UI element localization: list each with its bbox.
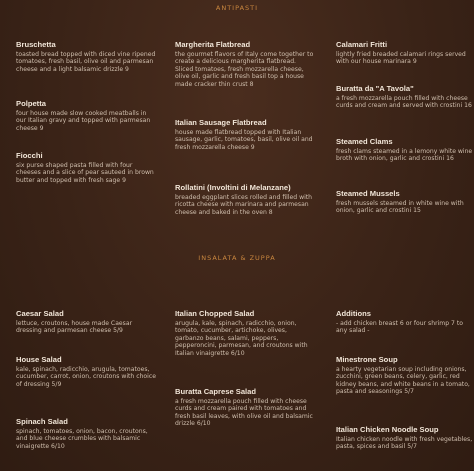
item-description: six purse shaped pasta filled with four cheeses and a slice of pear sauteed in brown butter and topped with fresh sage 9 (16, 162, 154, 184)
menu-item (336, 189, 474, 215)
menu-item (16, 417, 156, 450)
item-description: Italian chicken noodle with fresh vegetables, pasta, spices and basil 5/7 (336, 436, 473, 451)
item-name: Italian Chopped Salad (175, 309, 255, 318)
item-description: toasted bread topped with diced vine ripened tomatoes, fresh basil, olive oil and parmesan cheese and a light balsamic drizzle 9 (16, 51, 156, 73)
item-name: Steamed Clams (336, 137, 393, 146)
menu-item (16, 309, 156, 335)
menu-item (175, 118, 315, 151)
item-description: breaded eggplant slices rolled and filled with ricotta cheese with marinara and parmesan cheese and baked in the oven 8 (175, 194, 313, 216)
section-title-antipasti: ANTIPASTI (215, 4, 259, 12)
item-description: fresh clams steamed in a lemony white wine broth with onion, garlic and crostini 16 (336, 148, 473, 163)
menu-item (175, 40, 315, 88)
item-description: house made flatbread topped with Italian sausage, garlic, tomatoes, basil, olive oil and fresh mozzarella cheese 9 (175, 129, 313, 151)
menu-item (16, 151, 156, 184)
item-description: lettuce, croutons, house made Caesar dressing and parmesan cheese 5/9 (16, 320, 133, 335)
item-description: a hearty vegetarian soup including onions, zucchini, green beans, celery, garlic, red kidney beans, and white beans in a tomato, pasta and seasonings 5/7 (336, 366, 470, 396)
item-description: lightly fried breaded calamari rings served with our house marinara 9 (336, 51, 466, 66)
item-description: the gourmet flavors of Italy come together to create a delicious margherita flatbread. Sliced tomatoes, fresh mozzarella cheese, olive oil, garlic and fresh basil top a house made cracker thin crust 8 (175, 51, 314, 88)
item-name: Bruschetta (16, 40, 56, 49)
item-name: Margherita Flatbread (175, 40, 251, 49)
item-name: Polpetta (16, 99, 46, 108)
item-name: Fiocchi (16, 151, 43, 160)
item-description: - add chicken breast 6 or four shrimp 7 to any salad - (336, 320, 463, 335)
item-description: fresh mussels steamed in white wine with onion, garlic and crostini 15 (336, 200, 464, 215)
item-name: Caesar Salad (16, 309, 64, 318)
item-description: four house made slow cooked meatballs in our Italian gravy and topped with parmesan cheese 9 (16, 110, 151, 132)
menu-item (16, 355, 156, 388)
item-description: kale, spinach, radicchio, arugula, tomatoes, cucumber, carrot, onion, croutons with choice of dressing 5/9 (16, 366, 156, 388)
item-description: arugula, kale, spinach, radicchio, onion, tomato, cucumber, artichoke, olives, garbanzo beans, salami, peppers, pepperoncini, parmesan, and croutons with Italian vinaigrette 6/10 (175, 320, 308, 357)
item-name: Rollatini (Involtini di Melanzane) (175, 183, 291, 192)
menu-item (336, 84, 474, 110)
item-name: House Salad (16, 355, 62, 364)
item-name: Steamed Mussels (336, 189, 400, 198)
menu-item (336, 425, 474, 451)
menu-item (16, 99, 156, 132)
menu-item (175, 309, 315, 357)
item-description: spinach, tomatoes, onion, bacon, croutons, and blue cheese crumbles with balsamic vinaigrette 6/10 (16, 428, 148, 450)
item-name: Minestrone Soup (336, 355, 398, 364)
item-name: Italian Chicken Noodle Soup (336, 425, 439, 434)
menu-item (336, 309, 474, 335)
menu-item (175, 183, 315, 216)
section-title-insalata: INSALATA & ZUPPA (198, 254, 276, 262)
item-description: a fresh mozzarella pouch filled with cheese curds and cream paired with tomatoes and fresh basil leaves, with olive oil and balsamic drizzle 6/10 (175, 398, 313, 428)
item-name: Buratta Caprese Salad (175, 387, 257, 396)
menu-item (336, 355, 474, 396)
menu-item (16, 40, 156, 73)
item-name: Additions (336, 309, 372, 318)
item-name: Buratta da "A Tavola" (336, 84, 414, 93)
menu-item (175, 387, 315, 428)
item-description: a fresh mozzarella pouch filled with cheese curds and cream and served with crostini 16 (336, 95, 472, 110)
item-name: Italian Sausage Flatbread (175, 118, 267, 127)
item-name: Spinach Salad (16, 417, 68, 426)
menu-item (336, 137, 474, 163)
item-name: Calamari Fritti (336, 40, 388, 49)
menu-item (336, 40, 474, 66)
